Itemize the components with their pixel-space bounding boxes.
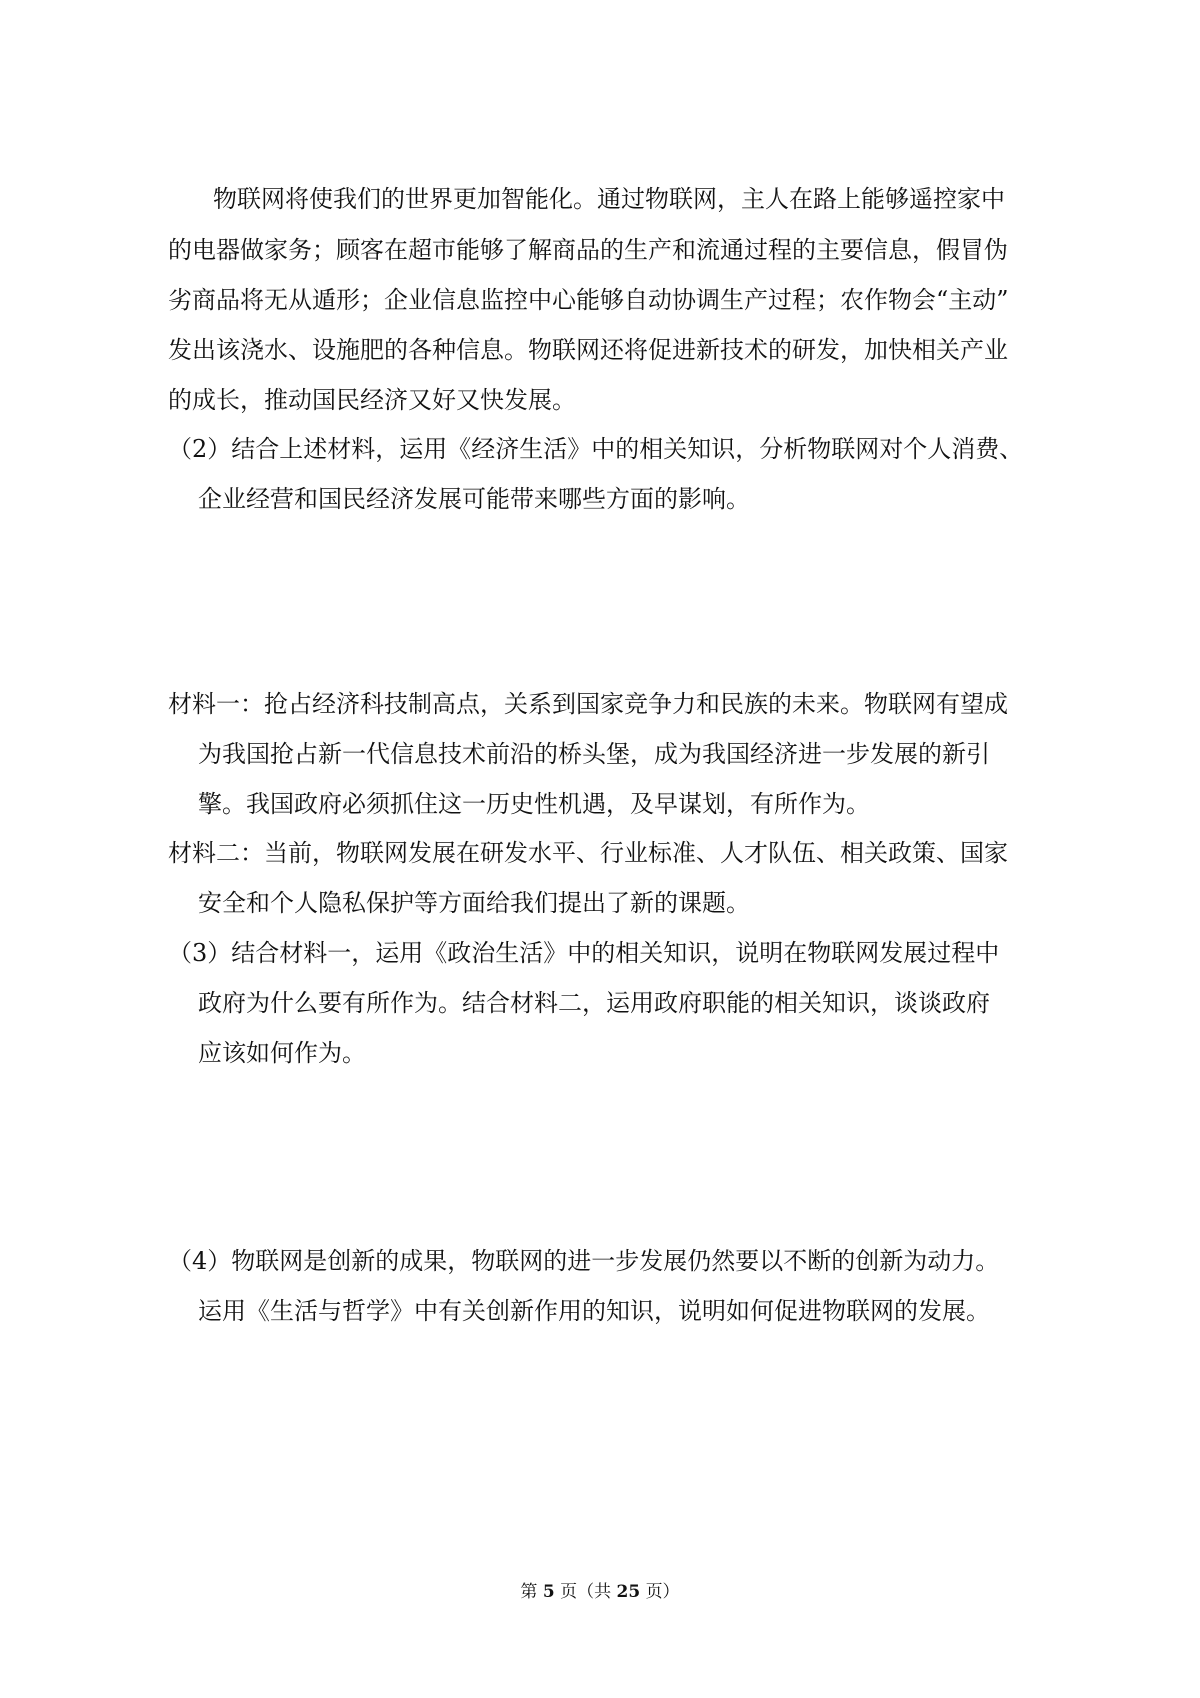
paragraph-1-line-2: 的电器做家务；顾客在超市能够了解商品的生产和流通过程的主要信息，假冒伪: [168, 236, 1008, 264]
footer-suffix: 页）: [645, 1582, 680, 1602]
footer-total-pages: 25: [616, 1582, 641, 1602]
question-4-line-1: （4）物联网是创新的成果，物联网的进一步发展仍然要以不断的创新为动力。: [168, 1247, 1000, 1275]
question-2-line-1: （2）结合上述材料，运用《经济生活》中的相关知识，分析物联网对个人消费、: [168, 435, 1024, 463]
paragraph-1-line-3: 劣商品将无从遁形；企业信息监控中心能够自动协调生产过程；农作物会“主动”: [168, 286, 1009, 314]
material-1-line-3: 擎。我国政府必须抓住这一历史性机遇，及早谋划，有所作为。: [198, 790, 870, 818]
question-3-line-1: （3）结合材料一，运用《政治生活》中的相关知识，说明在物联网发展过程中: [168, 939, 1000, 967]
page-footer: [0, 1581, 1200, 1603]
question-2-line-2: 企业经营和国民经济发展可能带来哪些方面的影响。: [198, 485, 750, 513]
footer-page-number: 5: [542, 1582, 555, 1602]
material-2-line-1: 材料二：当前，物联网发展在研发水平、行业标准、人才队伍、相关政策、国家: [168, 839, 1008, 867]
material-1-line-2: 为我国抢占新一代信息技术前沿的桥头堡，成为我国经济进一步发展的新引: [198, 740, 990, 768]
question-4-line-2: 运用《生活与哲学》中有关创新作用的知识，说明如何促进物联网的发展。: [198, 1297, 990, 1325]
material-2-line-2: 安全和个人隐私保护等方面给我们提出了新的课题。: [198, 889, 750, 917]
question-3-line-3: 应该如何作为。: [198, 1039, 366, 1067]
question-3-line-2: 政府为什么要有所作为。结合材料二，运用政府职能的相关知识，谈谈政府: [198, 989, 990, 1017]
paragraph-1-line-4: 发出该浇水、设施肥的各种信息。物联网还将促进新技术的研发，加快相关产业: [168, 336, 1008, 364]
footer-middle: 页（共: [560, 1582, 612, 1602]
paragraph-1-line-5: 的成长，推动国民经济又好又快发展。: [168, 386, 576, 414]
footer-prefix: 第: [520, 1582, 538, 1602]
paragraph-1-line-1: 物联网将使我们的世界更加智能化。通过物联网，主人在路上能够遥控家中: [213, 185, 1005, 213]
material-1-line-1: 材料一：抢占经济科技制高点，关系到国家竞争力和民族的未来。物联网有望成: [168, 690, 1008, 718]
